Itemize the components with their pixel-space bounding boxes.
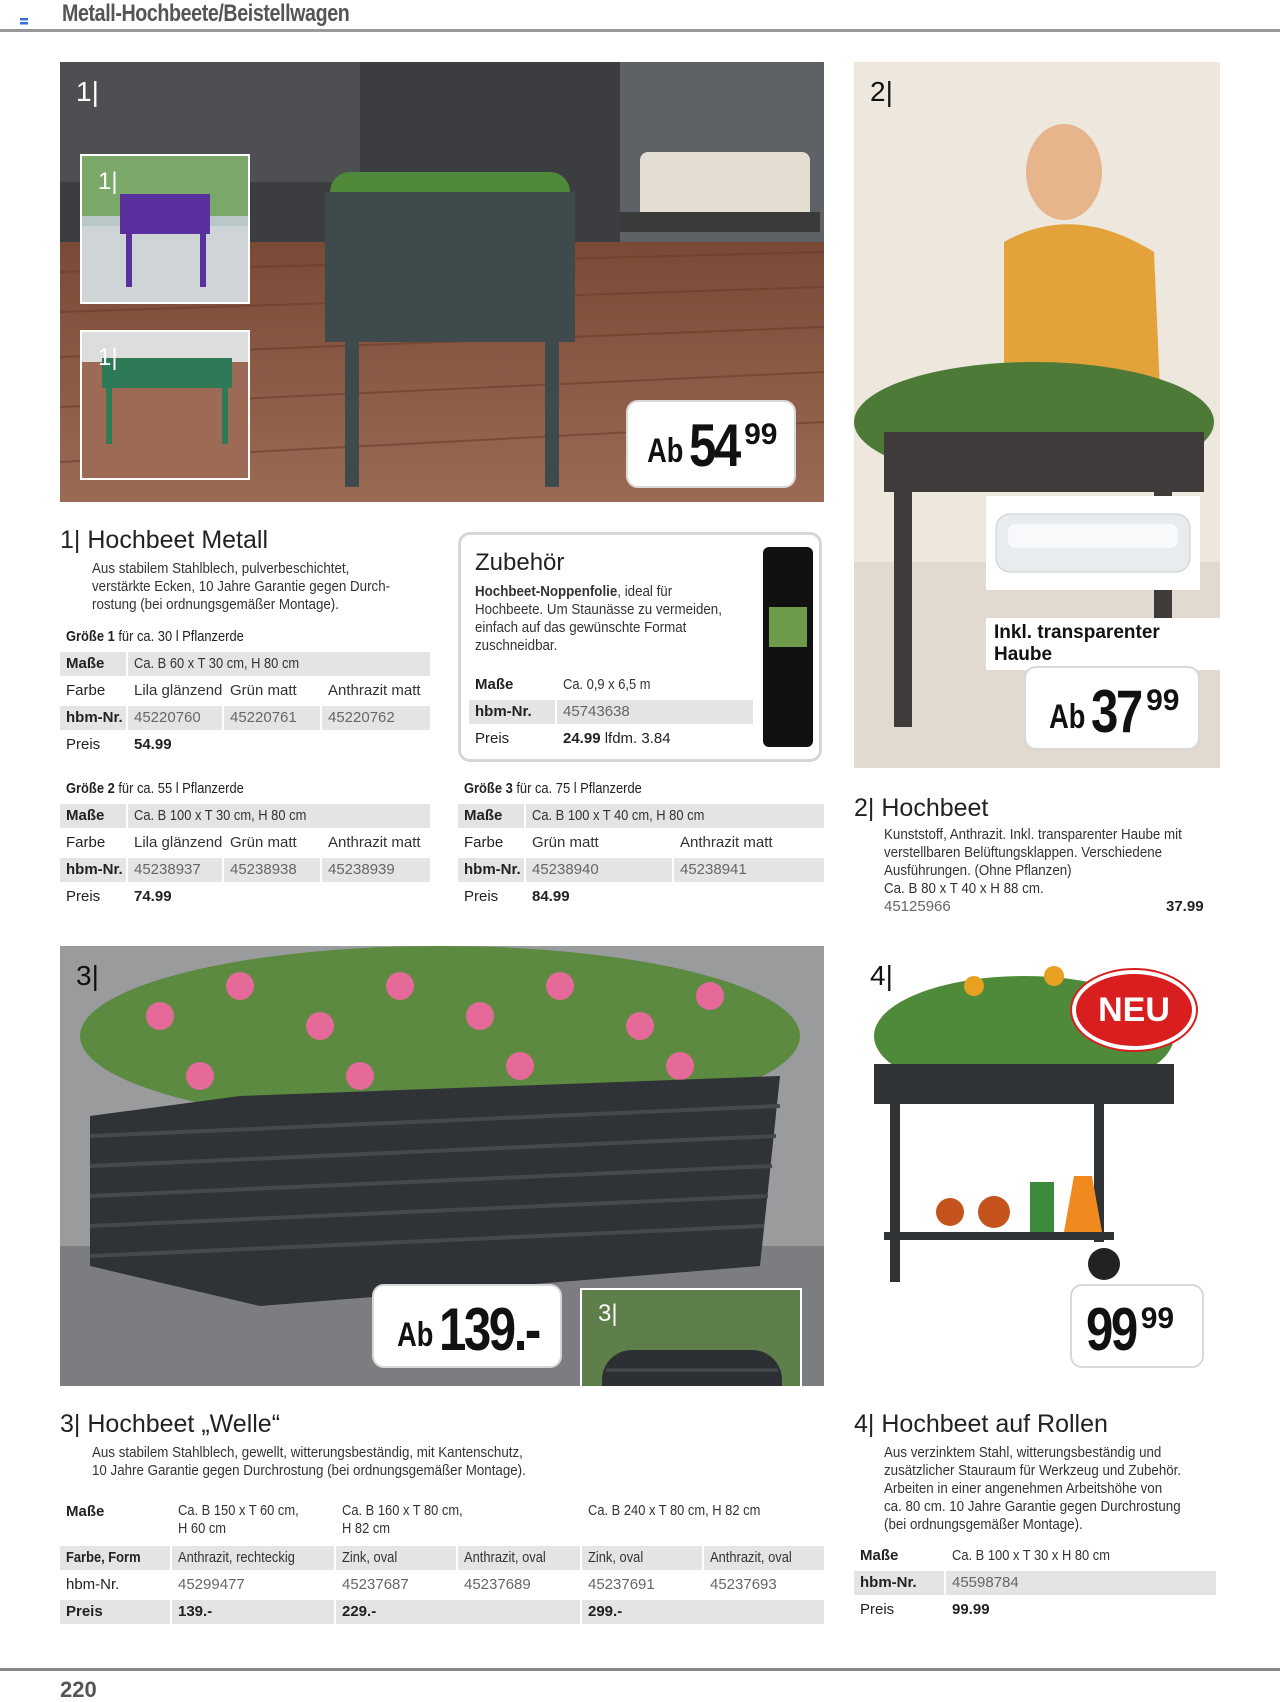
preis-value: 54.99 bbox=[134, 736, 172, 753]
farbe-label: Farbe bbox=[66, 834, 106, 851]
image-1-number: 1| bbox=[76, 76, 99, 107]
hbm-value: 45238937 bbox=[128, 858, 222, 882]
thumb-welle-oval[interactable] bbox=[580, 1288, 802, 1386]
masse-value: Ca. B 100 x T 30 cm, H 80 cm bbox=[128, 804, 430, 828]
preis-value: 99.99 bbox=[952, 1601, 990, 1618]
size-capacity: für ca. 30 l Pflanzerde bbox=[118, 628, 244, 645]
zubehoer-description: Hochbeet-Noppenfolie, ideal für Hochbeete. Um Staunässe zu vermeiden, einfach auf das gewünschte Format zuschneidbar. bbox=[475, 584, 722, 654]
page-number: 220 bbox=[60, 1677, 97, 1702]
desc-line: rostung (bei ordnungsgemäßer Montage). bbox=[92, 597, 339, 613]
farbe-value: Lila glänzend bbox=[134, 682, 222, 699]
preis-value: 299.- bbox=[582, 1600, 824, 1624]
hbm-value: 45743638 bbox=[557, 700, 753, 724]
hbm-value: 45220761 bbox=[224, 706, 320, 730]
farbe-label: Farbe bbox=[464, 834, 504, 851]
noppenfolie-label: Hochbeet-Noppenfolie bbox=[475, 584, 618, 600]
preis-value: 84.99 bbox=[532, 888, 570, 905]
hbm-value: 45238941 bbox=[674, 858, 824, 882]
product-3-image bbox=[60, 946, 824, 1386]
price-prefix: Ab bbox=[1049, 698, 1086, 736]
hbm-label: hbm-Nr. bbox=[60, 706, 126, 730]
product-2-hbm: 45125966 bbox=[884, 898, 951, 915]
thumb-2-number: 1| bbox=[98, 344, 118, 371]
hbm-value: 45238939 bbox=[322, 858, 430, 882]
price-cents: 99 bbox=[1140, 1302, 1175, 1335]
price-main: 37 bbox=[1091, 678, 1142, 745]
preis-label: Preis bbox=[66, 888, 101, 905]
zubehoer-table bbox=[469, 673, 753, 753]
masse-value: Ca. B 60 x T 30 cm, H 80 cm bbox=[128, 652, 430, 676]
masse-label: Maße bbox=[860, 1547, 899, 1564]
noppenfolie-roll-icon bbox=[763, 547, 813, 747]
hbm-label: hbm-Nr. bbox=[458, 858, 524, 882]
farbe-value: Anthrazit, rechteckig bbox=[172, 1546, 334, 1570]
size-1-heading bbox=[66, 628, 273, 645]
farbe-value: Anthrazit, oval bbox=[458, 1546, 580, 1570]
product-2-description: Kunststoff, Anthrazit. Inkl. transparenter Haube mit verstellbaren Belüftungsklappen. Verschiedene Ausführungen. (Ohne Pflanzen) Ca. B 80 x T 40 x H 88 cm. bbox=[884, 827, 1182, 897]
product-3-heading bbox=[60, 1410, 280, 1439]
masse-label: Maße bbox=[475, 676, 514, 693]
thumb-1-number: 1| bbox=[98, 168, 118, 195]
preis-label: Preis bbox=[860, 1601, 895, 1618]
preis-label: Preis bbox=[60, 1600, 170, 1624]
desc-line: verstärkte Ecken, 10 Jahre Garantie gegen Durch- bbox=[92, 579, 391, 595]
hbm-value: 45238940 bbox=[526, 858, 672, 882]
hbm-value: 45220760 bbox=[128, 706, 222, 730]
product-3-title: Hochbeet „Welle“ bbox=[87, 1410, 281, 1438]
product-1-heading bbox=[60, 526, 268, 555]
hbm-value: 45237693 bbox=[710, 1576, 777, 1593]
hbm-label: hbm-Nr. bbox=[469, 700, 555, 724]
product-4-image bbox=[854, 946, 1220, 1386]
product-3-number: 3| bbox=[60, 1410, 81, 1438]
farbe-value: Anthrazit matt bbox=[680, 834, 773, 851]
transparent-cover-icon bbox=[986, 496, 1200, 590]
size-label: Größe 1 bbox=[66, 628, 115, 645]
hbm-value: 45238938 bbox=[224, 858, 320, 882]
neu-badge: NEU bbox=[1072, 970, 1196, 1050]
thumb-lila[interactable] bbox=[80, 154, 250, 304]
farbe-label: Farbe, Form bbox=[60, 1546, 170, 1570]
image-2-number: 2| bbox=[870, 76, 893, 107]
haube-thumb[interactable] bbox=[986, 496, 1200, 590]
hbm-value: 45237691 bbox=[588, 1576, 655, 1593]
masse-value: Ca. B 100 x T 40 cm, H 80 cm bbox=[526, 804, 824, 828]
price-cents: 99 bbox=[1146, 684, 1180, 717]
farbe-value: Grün matt bbox=[230, 834, 297, 851]
hbm-label: hbm-Nr. bbox=[854, 1571, 944, 1595]
zubehoer-title: Zubehör bbox=[475, 549, 565, 576]
desc-line: Aus stabilem Stahlblech, pulverbeschichtet, bbox=[92, 561, 350, 577]
size-3-heading: Größe 3 für ca. 75 l Pflanzerde bbox=[464, 780, 642, 797]
hbm-value: 45237689 bbox=[464, 1576, 531, 1593]
hbm-value: 45237687 bbox=[342, 1576, 409, 1593]
price-main: 54 bbox=[689, 412, 740, 479]
farbe-value: Zink, oval bbox=[336, 1546, 456, 1570]
product-1-title: Hochbeet Metall bbox=[87, 526, 269, 554]
preis-value: 74.99 bbox=[134, 888, 172, 905]
preis-label: Preis bbox=[464, 888, 499, 905]
product-3-table bbox=[60, 1500, 824, 1630]
masse-value: Ca. B 100 x T 30 x H 80 cm bbox=[952, 1547, 1110, 1564]
price-main: 139.- bbox=[439, 1296, 540, 1363]
masse-label: Maße bbox=[60, 652, 126, 676]
menu-icon[interactable] bbox=[20, 18, 28, 26]
farbe-value: Lila glänzend bbox=[134, 834, 222, 851]
size-2-heading: Größe 2 für ca. 55 l Pflanzerde bbox=[66, 780, 244, 797]
product-4-description: Aus verzinktem Stahl, witterungsbeständig und zusätzlicher Stauraum für Werkzeug und Zubehör. Arbeiten in einer angenehmen Arbeitshöhe von ca. 80 cm. 10 Jahre Garantie gegen Durchrostung (bei ordnungsgemäßer Montage). bbox=[884, 1445, 1182, 1533]
product-3-description: Aus stabilem Stahlblech, gewellt, witterungsbeständig, mit Kantenschutz, 10 Jahre Garantie gegen Durchrostung (bei ordnungsgemäßer Montage). bbox=[92, 1445, 526, 1479]
hbm-value: 45598784 bbox=[946, 1571, 1216, 1595]
image-4-number: 4| bbox=[870, 960, 893, 991]
product-4-title: Hochbeet auf Rollen bbox=[881, 1410, 1108, 1438]
hbm-value: 45220762 bbox=[322, 706, 430, 730]
zubehoer-box bbox=[458, 532, 822, 762]
product-4-number: 4| bbox=[854, 1410, 875, 1438]
product-2-price: 37.99 bbox=[1166, 898, 1204, 915]
thumb-gruen[interactable] bbox=[80, 330, 250, 480]
preis-label: Preis bbox=[66, 736, 101, 753]
preis-value: 24.99 lfdm. 3.84 bbox=[563, 730, 671, 747]
hbm-label: hbm-Nr. bbox=[66, 1576, 120, 1593]
masse-value: Ca. B 160 x T 80 cm, H 82 cm bbox=[342, 1502, 463, 1537]
price-prefix: Ab bbox=[647, 432, 684, 470]
size-1-table bbox=[60, 624, 430, 764]
page-header bbox=[0, 0, 1280, 32]
product-2-title: Hochbeet bbox=[881, 794, 989, 822]
page-title: Metall-Hochbeete/Beistellwagen bbox=[62, 0, 350, 27]
farbe-label: Farbe bbox=[66, 682, 106, 699]
image-3-number: 3| bbox=[76, 960, 99, 991]
product-1-image bbox=[60, 62, 824, 502]
farbe-value: Anthrazit matt bbox=[328, 834, 421, 851]
preis-label: Preis bbox=[475, 730, 510, 747]
footer-rule bbox=[0, 1668, 1280, 1671]
product-2-number: 2| bbox=[854, 794, 875, 822]
size-2-table bbox=[60, 776, 430, 916]
product-2-image bbox=[854, 62, 1220, 768]
masse-label: Maße bbox=[66, 1503, 105, 1520]
product-4-table bbox=[854, 1544, 1216, 1628]
price-tag-1 bbox=[628, 402, 794, 486]
preis-value: 139.- bbox=[172, 1600, 334, 1624]
size-3-table bbox=[458, 776, 824, 916]
inkl-haube-label: Inkl. transparenter Haube bbox=[986, 618, 1220, 670]
masse-value: Ca. B 150 x T 60 cm, H 60 cm bbox=[178, 1502, 299, 1537]
product-1-number: 1| bbox=[60, 526, 81, 554]
masse-label: Maße bbox=[458, 804, 524, 828]
masse-label: Maße bbox=[60, 804, 126, 828]
price-prefix: Ab bbox=[397, 1316, 434, 1354]
hbm-label: hbm-Nr. bbox=[60, 858, 126, 882]
price-cents: 99 bbox=[744, 418, 778, 451]
price-main: 99 bbox=[1086, 1296, 1136, 1363]
masse-value: Ca. B 240 x T 80 cm, H 82 cm bbox=[588, 1502, 761, 1519]
farbe-value: Anthrazit matt bbox=[328, 682, 421, 699]
product-1-description bbox=[92, 560, 423, 614]
price-tag-4 bbox=[1072, 1286, 1202, 1366]
thumb-3-number: 3| bbox=[598, 1300, 618, 1327]
farbe-value: Grün matt bbox=[230, 682, 297, 699]
product-2-heading bbox=[854, 794, 988, 823]
price-tag-3 bbox=[374, 1286, 560, 1366]
masse-value: Ca. 0,9 x 6,5 m bbox=[563, 676, 651, 693]
farbe-value: Anthrazit, oval bbox=[704, 1546, 824, 1570]
hbm-value: 45299477 bbox=[178, 1576, 245, 1593]
farbe-value: Grün matt bbox=[532, 834, 599, 851]
price-tag-2 bbox=[1026, 668, 1198, 748]
farbe-value: Zink, oval bbox=[582, 1546, 702, 1570]
preis-value: 229.- bbox=[336, 1600, 580, 1624]
product-4-heading bbox=[854, 1410, 1108, 1439]
